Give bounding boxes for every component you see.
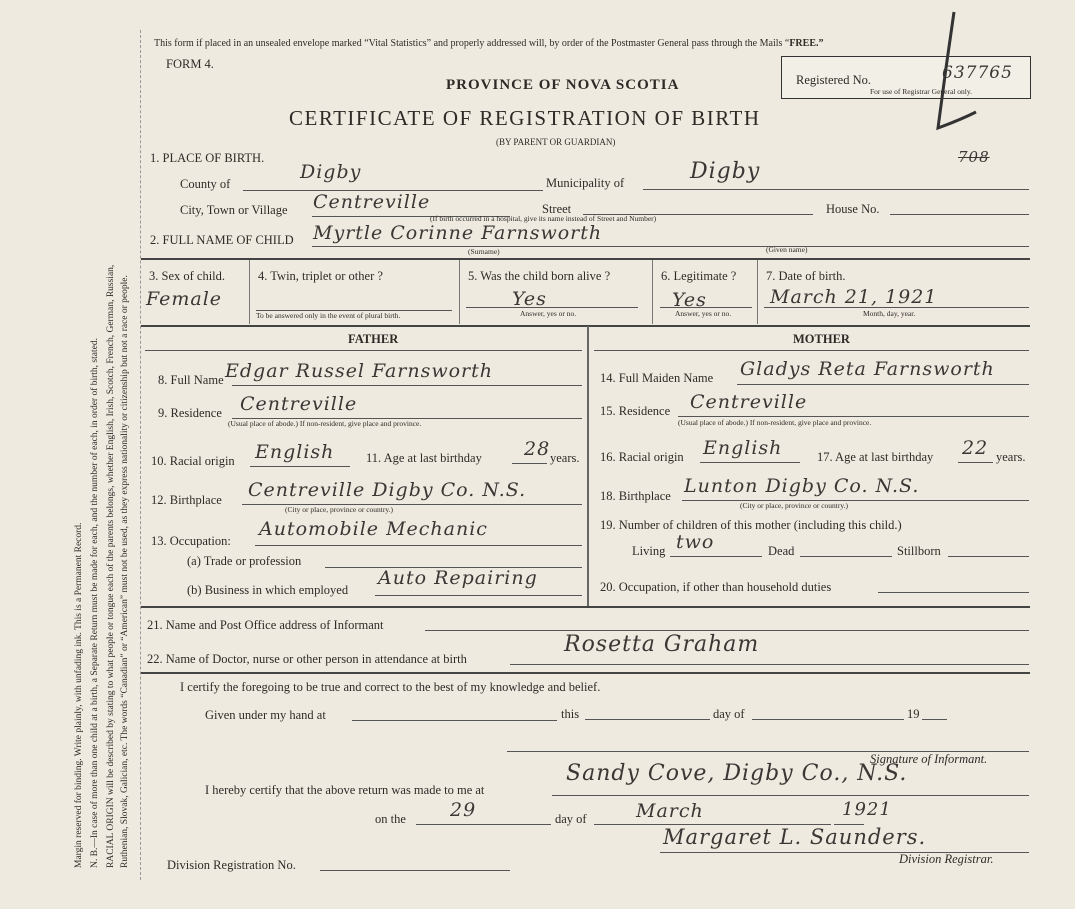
on-day-line	[416, 824, 551, 825]
father-racial-label: 10. Racial origin	[151, 454, 235, 468]
child-name-line	[312, 246, 1029, 247]
legit-note: Answer, yes or no.	[675, 309, 732, 318]
doctor-label: 22. Name of Doctor, nurse or other person in attendance at birth	[147, 652, 467, 666]
father-birthplace-label: 12. Birthplace	[151, 493, 222, 507]
father-name-line	[232, 385, 582, 386]
city-value: Centreville	[313, 191, 431, 213]
registered-number: 637765	[942, 63, 1013, 83]
on-day-value: 29	[450, 799, 477, 821]
father-business-value: Auto Repairing	[378, 567, 538, 589]
father-business-label: (b) Business in which employed	[187, 583, 349, 597]
father-heading: FATHER	[348, 332, 399, 346]
mother-residence-value: Centreville	[690, 391, 808, 413]
mother-heading-line	[594, 350, 1029, 351]
mail-notice: This form if placed in an unsealed envelope marked “Vital Statistics” and properly addressed will, by order of the Postmaster General pass through the Mails “FREE.”	[154, 38, 824, 49]
section-rule-4	[141, 672, 1030, 674]
given-under-label: Given under my hand at	[205, 708, 326, 722]
margin-note-racial-origin-2: Ruthenian, Slovak, Galician, etc. The words “Canadian” or “American” must not be used, as they express nationality or citizenship but not a race or people.	[120, 275, 130, 868]
division-registrar-label: Division Registrar.	[899, 852, 994, 866]
father-racial-value: English	[255, 441, 335, 463]
living-label: Living	[632, 544, 666, 558]
mother-residence-note: (Usual place of abode.) If non-resident, give place and province.	[678, 418, 872, 427]
father-age-unit: years.	[550, 451, 580, 465]
this-label: this	[561, 707, 580, 721]
place-of-birth-label: 1. PLACE OF BIRTH.	[150, 151, 265, 165]
given-place-line	[352, 720, 557, 721]
stillborn-line	[948, 556, 1029, 557]
municipality-label: Municipality of	[546, 176, 625, 190]
father-age-value: 28	[524, 438, 551, 460]
section-rule-3	[141, 606, 1030, 608]
divider-alive	[652, 260, 653, 324]
mother-racial-line	[700, 462, 800, 463]
divider-legit	[757, 260, 758, 324]
father-age-line	[512, 463, 547, 464]
county-value: Digby	[300, 161, 362, 183]
mother-residence-label: 15. Residence	[600, 404, 671, 418]
certificate-title: CERTIFICATE OF REGISTRATION OF BIRTH	[289, 106, 761, 130]
alive-note: Answer, yes or no.	[520, 309, 577, 318]
twin-note: To be answered only in the event of plural birth.	[256, 311, 401, 320]
dob-label: 7. Date of birth.	[766, 269, 846, 283]
certificate-subtitle: (BY PARENT OR GUARDIAN)	[496, 137, 616, 147]
father-occupation-label: 13. Occupation:	[151, 534, 231, 548]
alive-label: 5. Was the child born alive ?	[468, 269, 611, 283]
mother-age-label: 17. Age at last birthday	[817, 450, 934, 464]
legit-line	[660, 307, 752, 308]
mother-name-label: 14. Full Maiden Name	[600, 371, 714, 385]
mother-age-value: 22	[962, 437, 989, 459]
mother-name-line	[737, 384, 1029, 385]
mother-age-line	[958, 462, 993, 463]
section-rule-2	[141, 325, 1030, 327]
municipality-line	[643, 189, 1029, 190]
father-occupation-line	[255, 545, 582, 546]
dob-note: Month, day, year.	[863, 309, 916, 318]
this-day-line	[585, 719, 710, 720]
father-name-value: Edgar Russel Farnsworth	[225, 360, 493, 382]
dead-label: Dead	[768, 544, 795, 558]
mother-name-value: Gladys Reta Farnsworth	[740, 358, 995, 380]
living-value: two	[676, 531, 715, 553]
living-line	[670, 556, 762, 557]
return-place-line	[552, 795, 1029, 796]
county-label: County of	[180, 177, 231, 191]
binding-margin-line	[140, 30, 141, 880]
registration-box	[781, 56, 1031, 99]
street-label: Street	[542, 202, 572, 216]
mother-birthplace-value: Lunton Digby Co. N.S.	[684, 475, 920, 497]
legit-value: Yes	[672, 289, 707, 311]
twin-label: 4. Twin, triplet or other ?	[258, 269, 383, 283]
year-prefix-label: 19	[907, 707, 920, 721]
on-the-label: on the	[375, 812, 406, 826]
alive-value: Yes	[512, 288, 547, 310]
mother-birthplace-label: 18. Birthplace	[600, 489, 671, 503]
alive-line	[466, 307, 638, 308]
mother-heading: MOTHER	[793, 332, 850, 346]
father-name-label: 8. Full Name	[158, 373, 224, 387]
mother-occupation-line	[878, 592, 1029, 593]
stillborn-label: Stillborn	[897, 544, 941, 558]
house-no-label: House No.	[826, 202, 880, 216]
free-label: FREE.”	[789, 38, 824, 49]
registrar-signature: Margaret L. Saunders.	[663, 825, 927, 849]
father-age-label: 11. Age at last birthday	[366, 451, 482, 465]
father-business-line	[375, 595, 582, 596]
father-heading-line	[145, 350, 582, 351]
certify-statement: I certify the foregoing to be true and correct to the best of my knowledge and belief.	[180, 680, 601, 694]
child-name-label: 2. FULL NAME OF CHILD	[150, 233, 294, 247]
day-of-label: day of	[713, 707, 745, 721]
given-name-note: (Given name)	[766, 245, 808, 254]
division-registration-line	[320, 870, 510, 871]
house-line	[890, 214, 1029, 215]
hospital-note: (If birth occurred in a hospital, give its name instead of Street and Number)	[430, 214, 657, 223]
margin-note-binding: Margin reserved for binding. Write plainly, with unfading ink. This is a Permanent Record.	[74, 522, 84, 868]
child-name-value: Myrtle Corinne Farnsworth	[313, 222, 603, 244]
father-residence-label: 9. Residence	[158, 406, 222, 420]
doctor-line	[510, 664, 1029, 665]
doctor-value: Rosetta Graham	[564, 632, 760, 657]
father-birthplace-note: (City or place, province or country.)	[285, 505, 394, 514]
mother-residence-line	[678, 416, 1029, 417]
divider-twin	[459, 260, 460, 324]
signature-informant-label: Signature of Informant.	[870, 752, 988, 766]
day-of-line	[752, 719, 904, 720]
day-of-label-2: day of	[555, 812, 587, 826]
margin-note-multiple-birth: N. B.—In case of more than one child at a birth, a Separate Return must be made for each, and the number of each, in order of birth, stated.	[90, 338, 100, 868]
margin-note-racial-origin: RACIAL ORIGIN will be described by stating to what people or tongue each of the parents belongs, whether English, Irish, Scotch, French, German, Russian,	[106, 264, 116, 868]
mother-occupation-label: 20. Occupation, if other than household duties	[600, 580, 832, 594]
corner-mark: 708	[958, 148, 990, 166]
divider-sex	[249, 260, 250, 324]
father-trade-label: (a) Trade or profession	[187, 554, 302, 568]
dob-line	[764, 307, 1029, 308]
registered-no-label: Registered No.	[796, 73, 871, 87]
mother-racial-value: English	[703, 437, 783, 459]
informant-label: 21. Name and Post Office address of Informant	[147, 618, 384, 632]
province-heading: PROVINCE OF NOVA SCOTIA	[446, 77, 680, 93]
father-racial-line	[250, 466, 350, 467]
parent-column-divider	[587, 326, 589, 606]
city-label: City, Town or Village	[180, 203, 288, 217]
return-label: I hereby certify that the above return was made to me at	[205, 783, 485, 797]
legit-label: 6. Legitimate ?	[661, 269, 737, 283]
mother-birthplace-line	[682, 500, 1029, 501]
dob-value: March 21, 1921	[770, 286, 938, 308]
on-year-value: 1921	[842, 799, 892, 820]
pen-mark-icon	[920, 8, 980, 143]
registrar-use-note: For use of Registrar General only.	[870, 87, 972, 96]
form-number: FORM 4.	[166, 57, 214, 71]
surname-note: (Surname)	[468, 247, 500, 256]
mother-racial-label: 16. Racial origin	[600, 450, 684, 464]
informant-line	[425, 630, 1029, 631]
mother-children-label: 19. Number of children of this mother (including this child.)	[600, 518, 902, 532]
father-residence-note: (Usual place of abode.) If non-resident, give place and province.	[228, 419, 422, 428]
father-birthplace-value: Centreville Digby Co. N.S.	[248, 479, 527, 501]
municipality-value: Digby	[690, 159, 761, 184]
dead-line	[800, 556, 892, 557]
year-line	[922, 719, 947, 720]
on-month-value: March	[636, 800, 704, 822]
father-occupation-value: Automobile Mechanic	[259, 518, 488, 540]
sex-label: 3. Sex of child.	[149, 269, 226, 283]
father-residence-value: Centreville	[240, 393, 358, 415]
return-place-value: Sandy Cove, Digby Co., N.S.	[566, 761, 908, 786]
sex-value: Female	[146, 288, 223, 310]
mother-age-unit: years.	[996, 450, 1026, 464]
division-registration-label: Division Registration No.	[167, 858, 296, 872]
mother-birthplace-note: (City or place, province or country.)	[740, 501, 849, 510]
section-rule-1	[141, 258, 1030, 260]
